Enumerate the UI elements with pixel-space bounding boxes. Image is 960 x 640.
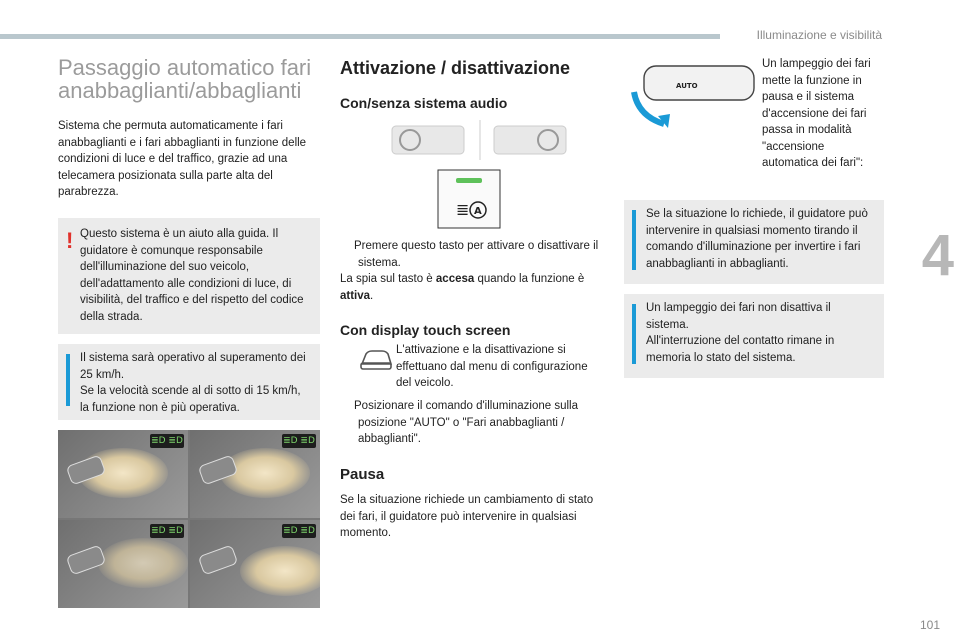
- page-title: [58, 56, 320, 102]
- stalk-auto-label: AUTO: [676, 82, 698, 90]
- auto-letter: A: [474, 206, 482, 217]
- subheading-audio: Con/senza sistema audio: [340, 95, 508, 111]
- info-override-text: Se la situazione lo richiede, il guidatore può intervenire in qualsiasi momento tirando il comando d'illuminazione per invertire i fari anabbaglianti in abbaglianti.: [646, 208, 868, 270]
- info-icon: [632, 210, 636, 270]
- chapter-number: 4: [921, 223, 954, 288]
- column-left: [58, 56, 320, 201]
- warning-box: [58, 218, 320, 334]
- headlight-photo-grid: [58, 430, 320, 608]
- warning-text: Questo sistema è un aiuto alla guida. Il guidatore è comunque responsabile dell'illuminazione del suo veicolo, dell'adattamento alle condizioni di luce, di visibilità, del traffico e del rispetto del codice della strada.: [80, 228, 304, 323]
- headlamp-indicator: ≣D ≣D: [151, 526, 183, 536]
- press-button-text: Premere questo tasto per attivare o disattivare il sistema.: [354, 240, 599, 269]
- page-title-line1: Passaggio automatico fari: [58, 55, 312, 80]
- heading-activation: Attivazione / disattivazione: [340, 58, 571, 78]
- subheading-touchscreen: Con display touch screen: [340, 322, 511, 338]
- page-number: 101: [919, 618, 940, 632]
- auto-highbeam-icon: ≣: [456, 200, 470, 219]
- lamp-status-text: La spia sul tasto è accesa quando la funzione è attiva.: [340, 273, 585, 302]
- steering-controls-illustration: [390, 120, 570, 230]
- position-command-text: Posizionare il comando d'illuminazione sulla posizione "AUTO" o "Fari anabbaglianti / abbaglianti".: [354, 400, 579, 445]
- info-box-speed: [58, 344, 320, 420]
- warning-icon: !: [66, 228, 74, 253]
- flash-pause-text: Un lampeggio dei fari mette la funzione in pausa e il sistema d'accensione dei fari passa in modalità "accensione automatica dei fari":: [762, 58, 871, 169]
- info-icon: [66, 354, 70, 406]
- photo-4: [190, 520, 320, 608]
- info-box-override: [624, 200, 884, 284]
- column-middle: [340, 58, 602, 111]
- light-stalk-illustration: [624, 58, 758, 130]
- subheading-pause: Pausa: [340, 466, 385, 483]
- steering-wheel-right: [494, 126, 566, 154]
- intro-paragraph: Sistema che permuta automaticamente i fari anabbaglianti e i fari abbaglianti in funzione delle condizioni di luce e del traffico, grazie ad una telecamera posizionata sulla parte alta del parabrezza.: [58, 120, 307, 198]
- headlamp-indicator: ≣D ≣D: [283, 526, 315, 536]
- car-settings-icon: [358, 346, 394, 372]
- info-memory-text: Un lampeggio dei fari non disattiva il sistema. All'interruzione del contatto rimane in memoria lo stato del sistema.: [646, 302, 835, 364]
- pause-text: Se la situazione richiede un cambiamento di stato dei fari, il guidatore può intervenire in qualsiasi momento.: [340, 494, 594, 539]
- info-box-memory: [624, 294, 884, 378]
- top-bar: [0, 34, 720, 39]
- headlamp-indicator: ≣D ≣D: [151, 436, 183, 446]
- photo-1: [58, 430, 188, 518]
- photo-3: [58, 520, 188, 608]
- info-icon: [632, 304, 636, 364]
- steering-wheel-left: [392, 126, 464, 154]
- activation-instructions: [340, 238, 602, 338]
- light-stalk: [644, 66, 754, 100]
- indicator-lamp: [456, 178, 482, 183]
- info-speed-text: Il sistema sarà operativo al superamento dei 25 km/h. Se la velocità scende al di sotto di 15 km/h, la funzione non è più operativa.: [80, 352, 306, 414]
- section-title: Illuminazione e visibilità: [756, 28, 882, 42]
- touchscreen-text: L'attivazione e la disattivazione si effettuano dal menu di configurazione del veicolo.: [396, 344, 588, 389]
- photo-2: [190, 430, 320, 518]
- headlamp-indicator: ≣D ≣D: [283, 436, 315, 446]
- page-title-line2: anabbaglianti/abbaglianti: [58, 78, 302, 103]
